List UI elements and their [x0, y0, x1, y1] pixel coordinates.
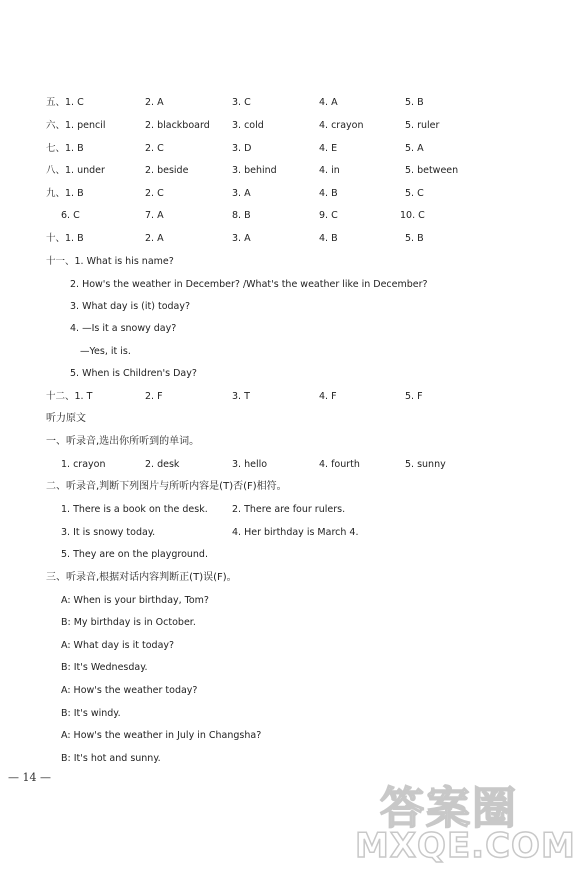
sec12-item: 4. F [319, 391, 337, 402]
answer-cell: 5. B [405, 233, 424, 244]
answer-cell: 七、1. B [46, 143, 84, 154]
answer-cell: 5. C [405, 188, 424, 199]
answer-cell: 九、1. B [46, 188, 84, 199]
dialogue-line: A: When is your birthday, Tom? [61, 595, 209, 606]
sec12-item: 5. F [405, 391, 423, 402]
part3-title: 三、听录音,根据对话内容判断正(T)误(F)。 [46, 572, 237, 583]
dialogue-line: A: How's the weather in July in Changsha? [61, 730, 262, 741]
dialogue-line: B: It's windy. [61, 708, 121, 719]
answer-cell: 2. C [145, 143, 164, 154]
answer-cell: 3. C [232, 97, 251, 108]
part1-item: 3. hello [232, 459, 268, 470]
answer-cell: 2. beside [145, 165, 189, 176]
answer-cell: 3. A [232, 188, 251, 199]
sec11-q1: 十一、1. What is his name? [46, 256, 174, 267]
answer-cell: 4. B [319, 188, 338, 199]
sec12-item: 3. T [232, 391, 250, 402]
dialogue-line: B: My birthday is in October. [61, 617, 196, 628]
part2-item: 1. There is a book on the desk. [61, 504, 208, 515]
answer-cell: 八、1. under [46, 165, 105, 176]
sec11-q2: 2. How's the weather in December? /What's the weather like in December? [70, 279, 428, 290]
part1-item: 5. sunny [405, 459, 446, 470]
answer-cell: 4. in [319, 165, 340, 176]
answer-cell: 4. A [319, 97, 338, 108]
sec11-q3: 3. What day is (it) today? [70, 301, 191, 312]
sec11-q4b: —Yes, it is. [80, 346, 131, 357]
answer-cell: 2. A [145, 233, 164, 244]
answer-cell: 5. A [405, 143, 424, 154]
page-number: — 14 — [8, 771, 51, 784]
part2-item: 3. It is snowy today. [61, 527, 156, 538]
part2-item: 2. There are four rulers. [232, 504, 346, 515]
part2-item: 4. Her birthday is March 4. [232, 527, 359, 538]
answer-cell: 3. cold [232, 120, 264, 131]
part2-title: 二、听录音,判断下列图片与所听内容是(T)否(F)相符。 [46, 481, 287, 492]
dialogue-line: B: It's hot and sunny. [61, 753, 161, 764]
answer-cell: 4. B [319, 233, 338, 244]
answer-cell: 3. A [232, 233, 251, 244]
answer-cell: 4. crayon [319, 120, 364, 131]
answer-cell: 9. C [319, 210, 338, 221]
answer-cell: 5. B [405, 97, 424, 108]
sec11-q5: 5. When is Children's Day? [70, 368, 197, 379]
answer-cell: 10. C [400, 210, 425, 221]
listening-title: 听力原文 [46, 413, 86, 424]
answer-cell: 2. C [145, 188, 164, 199]
answer-cell: 3. D [232, 143, 252, 154]
answer-cell: 7. A [145, 210, 164, 221]
sec12-item: 2. F [145, 391, 163, 402]
watermark-bottom-text: MXQE.COM [355, 826, 576, 866]
answer-cell: 8. B [232, 210, 251, 221]
answer-cell: 3. behind [232, 165, 277, 176]
part1-item: 1. crayon [61, 459, 106, 470]
answer-cell: 6. C [61, 210, 80, 221]
answer-cell: 五、1. C [46, 97, 84, 108]
answer-cell: 2. blackboard [145, 120, 210, 131]
part1-item: 4. fourth [319, 459, 360, 470]
answer-cell: 六、1. pencil [46, 120, 106, 131]
answer-cell: 十、1. B [46, 233, 84, 244]
sec12-item: 十二、1. T [46, 391, 93, 402]
part1-title: 一、听录音,选出你所听到的单词。 [46, 436, 200, 447]
answer-cell: 5. ruler [405, 120, 440, 131]
watermark-logo [355, 770, 576, 870]
part2-item: 5. They are on the playground. [61, 549, 208, 560]
part1-item: 2. desk [145, 459, 180, 470]
answer-cell: 5. between [405, 165, 459, 176]
answer-cell: 2. A [145, 97, 164, 108]
sec11-q4a: 4. —Is it a snowy day? [70, 323, 177, 334]
dialogue-line: B: It's Wednesday. [61, 662, 148, 673]
dialogue-line: A: How's the weather today? [61, 685, 198, 696]
watermark-top-text: 答案圈 [380, 783, 518, 834]
answer-cell: 4. E [319, 143, 338, 154]
dialogue-line: A: What day is it today? [61, 640, 175, 651]
